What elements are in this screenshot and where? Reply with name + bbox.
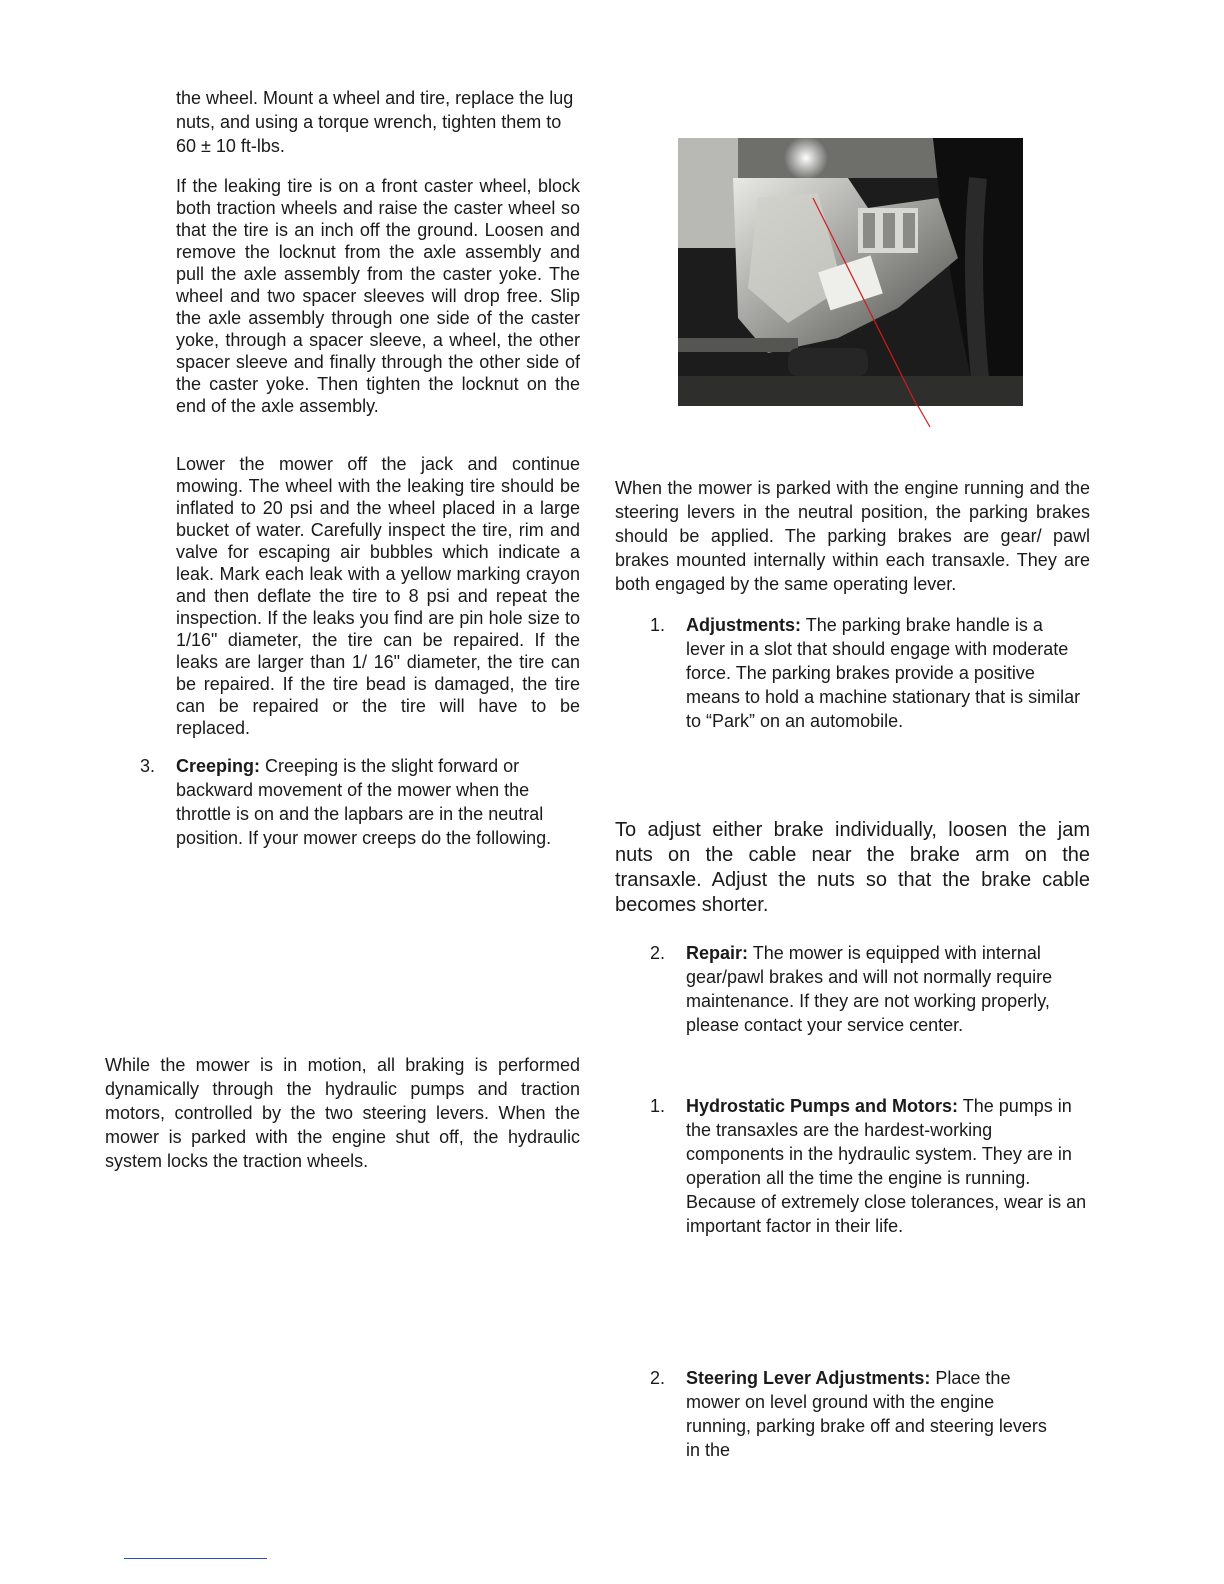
adjustments-text: The parking brake handle is a lever in a slot that should engage with moderate force. The parking brakes provide a positive means to hold a machine stationary that is similar to “Park” on an automobile. [686,615,1081,731]
paragraph-caster-wheel: If the leaking tire is on a front caster wheel, block both traction wheels and raise the caster wheel so that the tire is an inch off the ground. Loosen and remove the locknut from the axle assembly and pull the axle assembly from the caster yoke. The wheel and two spacer sleeves will drop free. Slip the axle assembly through one side of the caster yoke, through a spacer sleeve, a wheel, the other spacer sleeve and finally through the other side of the caster yoke. Then tighten the locknut on the end of the axle assembly. [176,176,580,416]
adjustments-number: 1. [650,615,666,635]
steering-text: Place the mower on level ground with the engine running, parking brake off and steering levers in the [686,1368,1047,1460]
repair-number: 2. [650,943,666,963]
repair-item [686,941,1088,1037]
creeping-text: Creeping is the slight forward or backward movement of the mower when the throttle is on and the lapbars are in the neutral position. If your mower creeps do the following. [176,756,552,848]
paragraph-adjust-brake: To adjust either brake individually, loosen the jam nuts on the cable near the brake arm on the transaxle. Adjust the nuts so that the brake cable becomes shorter. [615,819,1090,916]
steering-item [686,1366,1056,1462]
repair-title: Repair: [686,943,749,963]
creeping-title: Creeping: [176,756,261,776]
steering-title: Steering Lever Adjustments: [686,1368,931,1388]
steering-number: 2. [650,1368,666,1388]
transaxle-brake-photo [678,138,1023,406]
hydro-title: Hydrostatic Pumps and Motors: [686,1096,959,1116]
hydro-item [686,1094,1088,1238]
paragraph-lower-mower: Lower the mower off the jack and continue mowing. The wheel with the leaking tire should be inflated to 20 psi and the wheel placed in a large bucket of water. Carefully inspect the tire, rim and valve for escaping air bubbles which indicate a leak. Mark each leak with a yellow marking crayon and then deflate the tire to 8 psi and repeat the inspection. If the leaks you find are pin hole size to 1/16" diameter, the tire can be repaired. If the leaks are larger than 1/ 16" diameter, the tire can be repaired. If the tire bead is damaged, the tire can be repaired or the tire will have to be replaced. [176,454,580,738]
pointer-line [900,400,940,430]
hydro-number: 1. [650,1096,666,1116]
paragraph-parking-brakes: When the mower is parked with the engine running and the steering levers in the neutral position, the parking brakes should be applied. The parking brakes are gear/ pawl brakes mounted internally within each transaxle. They are both engaged by the same operating lever. [615,478,1090,594]
creeping-number: 3. [140,756,156,776]
paragraph-dynamic-braking: While the mower is in motion, all braking is performed dynamically through the hydraulic pumps and traction motors, controlled by the two steering levers. When the mower is parked with the engine shut off, the hydraulic system locks the traction wheels. [105,1055,580,1171]
creeping-item [176,754,586,850]
paragraph-mount-wheel: the wheel. Mount a wheel and tire, replace the lug nuts, and using a torque wrench, tighten them to 60 ± 10 ft-lbs. [176,88,574,156]
adjustments-item [686,613,1086,733]
adjustments-title: Adjustments: [686,615,802,635]
footnote-rule [124,1558,267,1559]
repair-text: The mower is equipped with internal gear/pawl brakes and will not normally require maintenance. If they are not working properly, please contact your service center. [686,943,1053,1035]
hydro-text: The pumps in the transaxles are the hardest-working components in the hydraulic system. They are in operation all the time the engine is running. Because of extremely close tolerances, wear is an important factor in their life. [686,1096,1087,1236]
